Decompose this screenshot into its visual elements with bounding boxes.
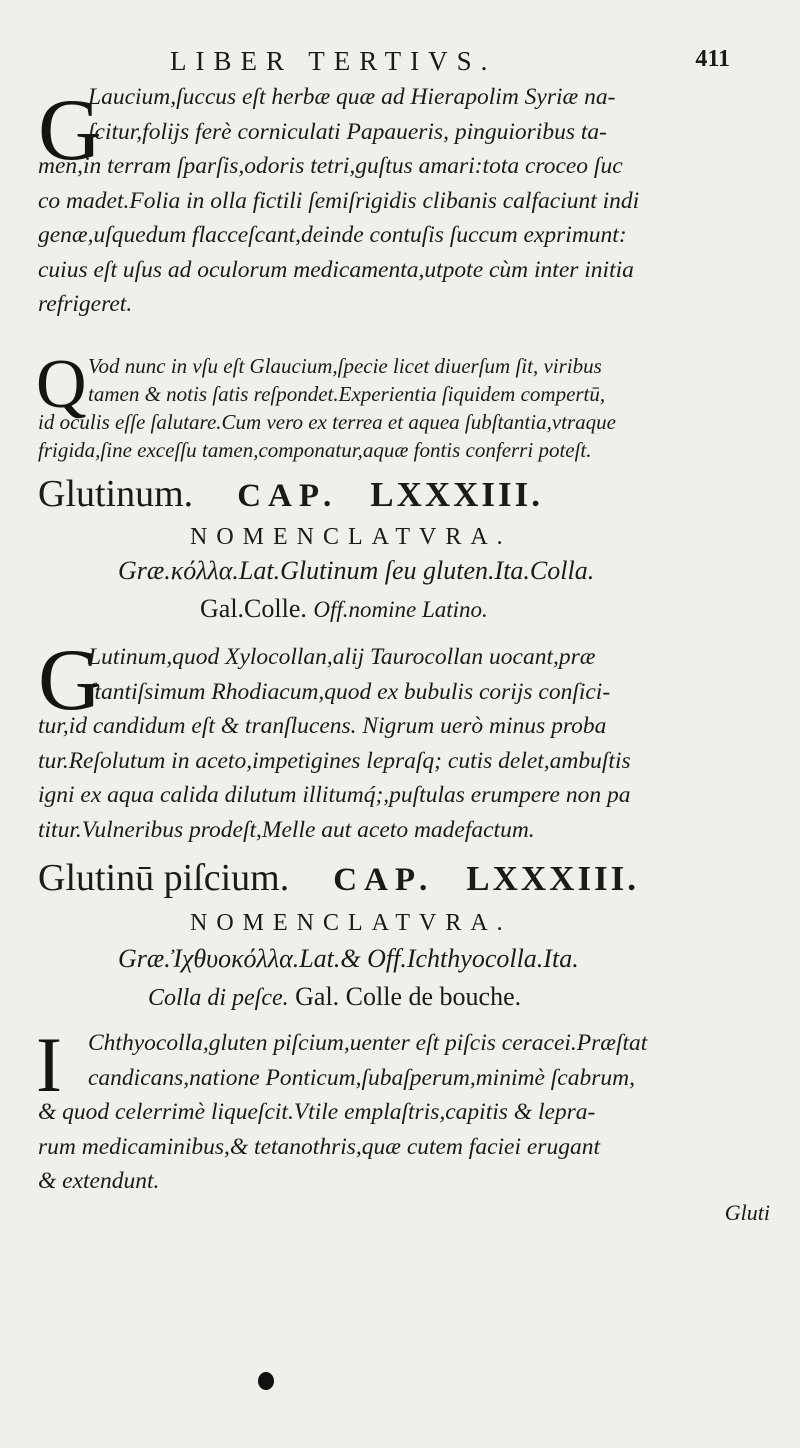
chapter-number: LXXXIII. [370,475,544,514]
text-line: Vod nunc in vſu eſt Glaucium,ſpecie licet diuerſum ſit, viribus [88,354,602,378]
text-line: refrigeret. [38,291,133,317]
chapter-heading-glutinum-piscium [38,856,778,912]
text-line: Chthyocolla,gluten piſcium,uenter eſt piſcis ceracei.Præſtat [88,1030,648,1056]
drop-cap-i: I [36,1021,62,1108]
text-line: titur.Vulneribus prodeſt,Melle aut aceto madefactum. [38,816,535,843]
chapter-number: LXXXIII. [466,859,640,898]
text-line: candicans,natione Ponticum,ſubaſperum,minimè ſcabrum, [88,1064,635,1091]
chapter-title: Glutinum. [38,473,194,515]
text-line: frigida,ſine exceſſu tamen,componatur,aquæ fontis conferri poteſt. [38,438,592,462]
drop-cap-q: Q [36,346,87,423]
nomenclatura-heading: NOMENCLATVRA. [190,910,512,936]
synonyms-line [148,982,521,1012]
text-line: Lutinum,quod Xylocollan,alij Taurocollan uocant,præ [88,644,596,670]
text-line: Laucium,ſuccus eſt herbæ quæ ad Hierapolim Syriæ na- [88,84,616,110]
paragraph-quod-nunc [36,346,770,464]
running-head-title: LIBER TERTIVS. [170,46,497,76]
paragraph-glutinum [38,632,770,847]
text-line: genæ,uſquedum flacceſcant,deinde contuſis ſuccum exprimunt: [38,222,627,248]
page-number: 411 [695,46,730,72]
text-line: id oculis eſſe ſalutare.Cum vero ex terrea et aquea ſubſtantia,vtraque [38,410,616,434]
drop-cap-g: G [38,82,102,179]
text-line: ſcitur,folijs ferè corniculati Papaueris, pinguioribus ta- [88,118,607,145]
synonyms-line: Græ.κόλλα.Lat.Glutinum ſeu gluten.Ita.Colla. [118,556,595,585]
text-line: & quod celerrimè liqueſcit.Vtile emplaſtris,capitis & lepra- [38,1099,596,1125]
text-line: men,in terram ſparſis,odoris tetri,guſtus amari:tota croceo ſuc [38,153,623,179]
chapter-heading-glutinum [38,472,778,528]
text-line: cuius eſt uſus ad oculorum medicamenta,utpote cùm inter initia [38,256,634,283]
text-line: co madet.Folia in olla fictili ſemiſrigidis clibanis calfaciunt indi [38,187,640,214]
text-line: tamen & notis ſatis reſpondet.Experientia ſiquidem compertū, [88,382,606,406]
text-line: igni ex aqua calida dilutum illitumq́;,puſtulas erumpere non pa [38,782,631,808]
text-line: tur,id candidum eſt & tranſlucens. Nigrum uerò minus proba [38,713,607,739]
catchword: Gluti [724,1200,770,1225]
text-line: ſtantiſsimum Rhodiacum,quod ex bubulis corijs conſici- [88,678,611,705]
nomenclatura-heading: NOMENCLATVRA. [190,524,512,550]
paragraph-glaucium [38,80,770,322]
paragraph-ichthyocolla [36,1021,770,1199]
italian-name: Colla di peſce. [148,985,289,1011]
french-name: Gal. Colle de bouche. [295,982,522,1011]
officinal-name: Off.nomine Latino. [313,597,488,622]
synonyms-line [200,594,488,624]
text-line: rum medicaminibus,& tetanothris,quæ cutem faciei erugant [38,1133,600,1160]
synonyms-line: Græ.Ἰχθυοκόλλα.Lat.& Off.Ichthyocolla.Ita. [118,944,579,973]
text-line: tur.Reſolutum in aceto,impetigines lepraſq; cutis delet,ambuſtis [38,747,631,774]
drop-cap-g: G [38,632,102,729]
french-name: Gal.Colle. [200,594,307,623]
chapter-title: Glutinū piſcium. [38,857,290,899]
ink-blot [258,1372,274,1390]
chapter-label: CAP. [237,478,339,514]
chapter-label: CAP. [333,862,435,898]
text-line: & extendunt. [38,1168,160,1194]
